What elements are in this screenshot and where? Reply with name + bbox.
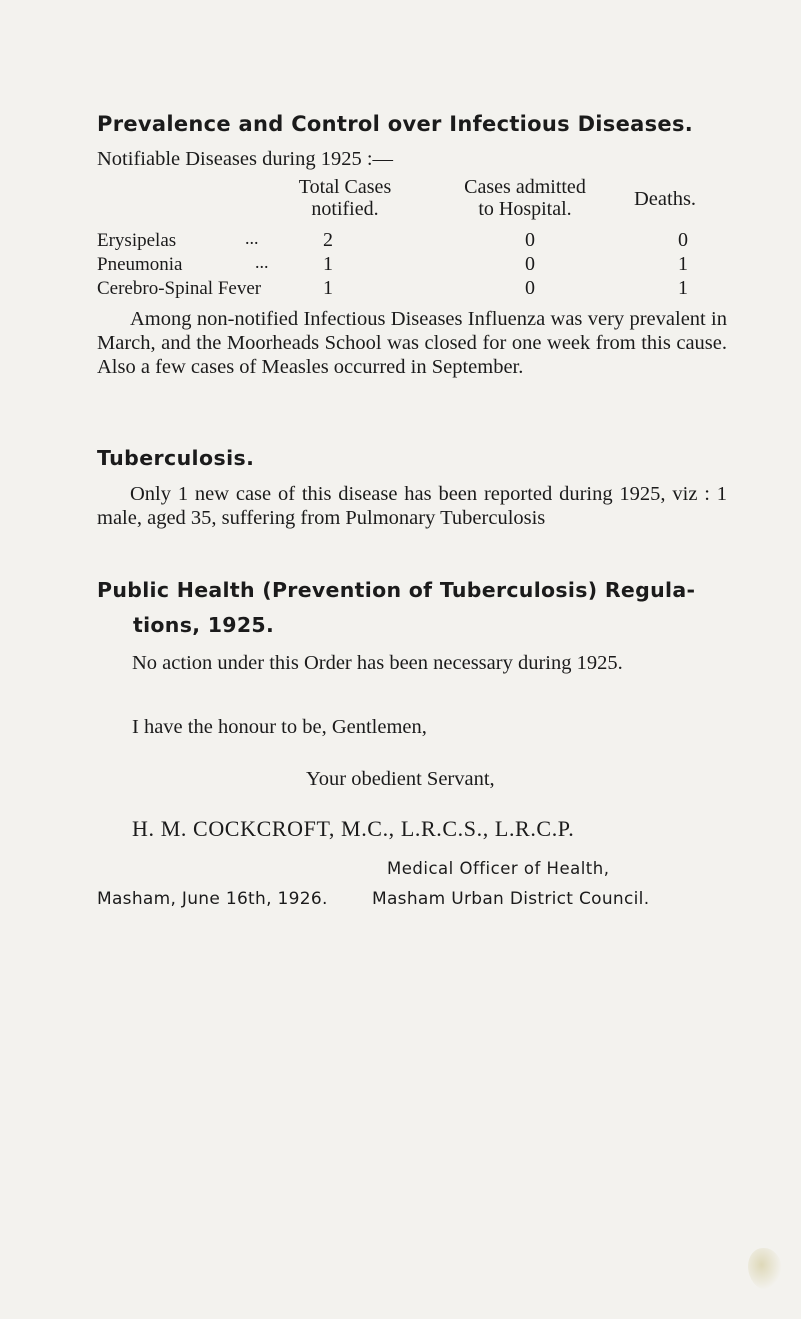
header-cases-admitted-line2: to Hospital. [478,198,572,220]
leader-dots: ... [255,252,269,272]
regulations-paragraph: No action under this Order has been necessary during 1925. [132,652,623,674]
section-heading-tuberculosis: Tuberculosis. [97,446,255,470]
paper-stain [748,1248,782,1290]
council-name: Masham Urban District Council. [372,889,650,909]
disease-name: Pneumonia [97,254,183,275]
signature-name: H. M. COCKCROFT, M.C., L.R.C.S., L.R.C.P. [132,816,575,841]
signature-title: Medical Officer of Health, [387,859,610,878]
section-heading-regulations-line2: tions, 1925. [133,613,275,637]
closing-honour-line: I have the honour to be, Gentlemen, [132,716,427,738]
header-total-cases-line2: notified. [311,198,379,220]
deaths-count: 0 [678,229,688,251]
admitted-count: 0 [525,253,535,275]
section-heading-regulations-line1: Public Health (Prevention of Tuberculosis) Regula- [97,578,696,602]
section-heading-infectious-diseases: Prevalence and Control over Infectious Diseases. [97,112,694,136]
disease-name: Erysipelas [97,230,177,251]
tuberculosis-paragraph-text: Only 1 new case of this disease has been reported during 1925, viz : 1 male, aged 35, suffering from Pulmonary Tuberculosis [97,483,727,529]
header-total-cases [255,176,435,220]
leader-dots: ... [245,228,259,248]
influenza-paragraph-text: Among non-notified Infectious Diseases Influenza was very prevalent in March, and the Moorheads School was closed for one week from this cause. Also a few cases of Measles occurred in September. [97,308,727,378]
header-cases-admitted [430,176,620,220]
deaths-count: 1 [678,253,688,275]
tuberculosis-paragraph [97,482,727,530]
place-and-date: Masham, June 16th, 1926. [97,889,328,909]
deaths-count: 1 [678,277,688,299]
header-cases-admitted-line1: Cases admitted [464,176,586,198]
closing-servant-line: Your obedient Servant, [306,768,495,790]
notified-count: 1 [323,277,333,299]
header-total-cases-line1: Total Cases [298,176,392,198]
admitted-count: 0 [525,277,535,299]
influenza-paragraph [97,307,727,379]
header-deaths: Deaths. [634,188,697,210]
admitted-count: 0 [525,229,535,251]
notified-count: 1 [323,253,333,275]
disease-name: Cerebro-Spinal Fever [97,278,262,299]
notifiable-diseases-subheading: Notifiable Diseases during 1925 :— [97,148,394,170]
notified-count: 2 [323,229,333,251]
